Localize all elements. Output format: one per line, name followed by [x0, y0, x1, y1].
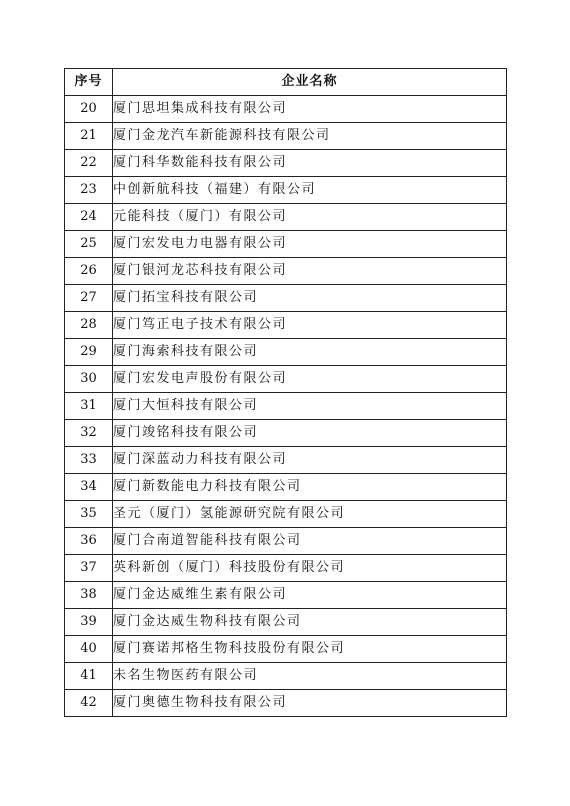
- row-number: 25: [65, 231, 113, 258]
- company-name: 厦门大恒科技有限公司: [113, 393, 507, 420]
- company-name: 厦门金达威生物科技有限公司: [113, 609, 507, 636]
- company-name: 厦门思坦集成科技有限公司: [113, 96, 507, 123]
- company-name: 厦门拓宝科技有限公司: [113, 285, 507, 312]
- row-number: 21: [65, 123, 113, 150]
- table-row: [65, 312, 507, 339]
- table-row: [65, 393, 507, 420]
- table-row: [65, 501, 507, 528]
- table-row: [65, 123, 507, 150]
- table-row: [65, 366, 507, 393]
- row-number: 29: [65, 339, 113, 366]
- row-number: 33: [65, 447, 113, 474]
- table-row: [65, 231, 507, 258]
- table-row: [65, 582, 507, 609]
- table-row: [65, 339, 507, 366]
- company-name: 厦门奥德生物科技有限公司: [113, 690, 507, 717]
- table-body: [65, 96, 507, 717]
- row-number: 20: [65, 96, 113, 123]
- company-name: 厦门海索科技有限公司: [113, 339, 507, 366]
- table-row: [65, 150, 507, 177]
- table-row: [65, 177, 507, 204]
- row-number: 39: [65, 609, 113, 636]
- row-number: 31: [65, 393, 113, 420]
- column-header-company-name: 企业名称: [113, 69, 507, 96]
- row-number: 30: [65, 366, 113, 393]
- table-row: [65, 474, 507, 501]
- row-number: 24: [65, 204, 113, 231]
- company-name: 厦门新数能电力科技有限公司: [113, 474, 507, 501]
- table-row: [65, 663, 507, 690]
- row-number: 28: [65, 312, 113, 339]
- company-name: 英科新创（厦门）科技股份有限公司: [113, 555, 507, 582]
- company-name: 圣元（厦门）氢能源研究院有限公司: [113, 501, 507, 528]
- row-number: 40: [65, 636, 113, 663]
- company-name: 厦门金达威维生素有限公司: [113, 582, 507, 609]
- table-row: [65, 285, 507, 312]
- company-name: 厦门深蓝动力科技有限公司: [113, 447, 507, 474]
- row-number: 26: [65, 258, 113, 285]
- table-row: [65, 204, 507, 231]
- table-row: [65, 690, 507, 717]
- company-name: 厦门金龙汽车新能源科技有限公司: [113, 123, 507, 150]
- company-name: 中创新航科技（福建）有限公司: [113, 177, 507, 204]
- company-name: 厦门宏发电声股份有限公司: [113, 366, 507, 393]
- company-name: 厦门合南道智能科技有限公司: [113, 528, 507, 555]
- company-name: 厦门科华数能科技有限公司: [113, 150, 507, 177]
- table-row: [65, 96, 507, 123]
- row-number: 35: [65, 501, 113, 528]
- table-row: [65, 447, 507, 474]
- company-name: 元能科技（厦门）有限公司: [113, 204, 507, 231]
- row-number: 22: [65, 150, 113, 177]
- company-name: 未名生物医药有限公司: [113, 663, 507, 690]
- table-row: [65, 636, 507, 663]
- company-name: 厦门银河龙芯科技有限公司: [113, 258, 507, 285]
- row-number: 41: [65, 663, 113, 690]
- column-header-no: 序号: [65, 69, 113, 96]
- row-number: 23: [65, 177, 113, 204]
- table-row: [65, 258, 507, 285]
- document-page: [64, 68, 506, 717]
- row-number: 37: [65, 555, 113, 582]
- row-number: 42: [65, 690, 113, 717]
- table-row: [65, 528, 507, 555]
- row-number: 32: [65, 420, 113, 447]
- row-number: 36: [65, 528, 113, 555]
- table-row: [65, 420, 507, 447]
- row-number: 34: [65, 474, 113, 501]
- company-list-table: [64, 68, 507, 717]
- table-header-row: [65, 69, 507, 96]
- company-name: 厦门赛诺邦格生物科技股份有限公司: [113, 636, 507, 663]
- row-number: 38: [65, 582, 113, 609]
- company-name: 厦门竣铭科技有限公司: [113, 420, 507, 447]
- table-row: [65, 609, 507, 636]
- row-number: 27: [65, 285, 113, 312]
- company-name: 厦门宏发电力电器有限公司: [113, 231, 507, 258]
- company-name: 厦门笃正电子技术有限公司: [113, 312, 507, 339]
- table-row: [65, 555, 507, 582]
